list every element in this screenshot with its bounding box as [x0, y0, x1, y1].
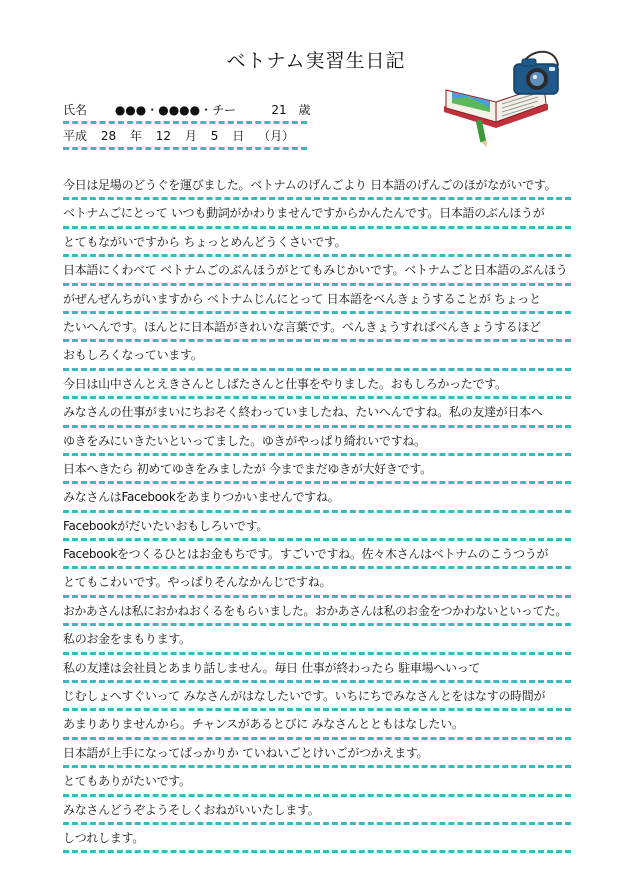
- diary-body: [63, 173, 571, 854]
- diary-line: じむしょへすぐいって みなさんがはなしたいです。いちにちでみなさんとをはなすの時間が: [63, 684, 571, 712]
- diary-line: 今日は山中さんとえきさんとしばたさんと仕事をやりました。おもしろかったです。: [63, 372, 571, 400]
- diary-line: 日本へきたら 初めてゆきをみましたが 今までまだゆきが大好きです。: [63, 457, 571, 485]
- diary-line: Facebookがだいたいおもしろいです。: [63, 514, 571, 542]
- date-weekday: （月）: [258, 129, 295, 143]
- age-value: 21: [271, 103, 287, 117]
- age-unit: 歳: [298, 103, 311, 117]
- page-title: ベトナム実習生日記: [226, 50, 406, 72]
- diary-line: がぜんぜんちがいますから ベトナムじんにとって 日本語をべんきょうすることが ちょっと: [63, 287, 571, 315]
- diary-line: とてもこわいです。やっぱりそんなかんじですね。: [63, 570, 571, 598]
- diary-line: 日本語にくわべて ベトナムごのぶんほうがとてもみじかいです。ベトナムごと日本語のぶんほう: [63, 258, 571, 286]
- diary-line: 私の友達は会社員とあまり話しません。毎日 仕事が終わったら 駐車場へいって: [63, 656, 571, 684]
- diary-line: しつれします。: [63, 826, 571, 854]
- name-row: [63, 100, 311, 124]
- diary-line: とてもありがたいです。: [63, 769, 571, 797]
- diary-line: ベトナムごにとって いつも動詞がかわりませんですからかんたんです。日本語のぶんほうが: [63, 201, 571, 229]
- diary-line: とてもながいですから ちょっとめんどうくさいです。: [63, 230, 571, 258]
- date-day-unit: 日: [232, 129, 245, 143]
- dashed-underline: [63, 121, 307, 124]
- diary-line: おもしろくなっています。: [63, 343, 571, 371]
- diary-line: おかあさんは私におかねおくるをもらいました。おかあさんは私のお金をつかわないといってた。: [63, 599, 571, 627]
- diary-line: みなさんの仕事がまいにちおそく終わっていましたね、たいへんですね。私の友達が日本へ: [63, 400, 571, 428]
- date-month: 12: [155, 129, 172, 143]
- diary-line: みなさんはFacebookをあまりつかいませんですね。: [63, 485, 571, 513]
- date-row: [63, 126, 307, 150]
- diary-line: あまりありませんから。チャンスがあるとびに みなさんとともはなしたい。: [63, 712, 571, 740]
- diary-line: 私のお金をまもります。: [63, 627, 571, 655]
- date-era: 平成: [63, 129, 88, 143]
- date-year-unit: 年: [129, 129, 142, 143]
- open-book-and-camera-icon: [438, 44, 568, 150]
- diary-line: たいへんです。ほんとに日本語がきれいな言葉です。べんきょうすればべんきょうするほど: [63, 315, 571, 343]
- date-year: 28: [100, 129, 117, 143]
- diary-line: 日本語が上手になってばっかりか ていねいごとけいごがつかえます。: [63, 741, 571, 769]
- date-day: 5: [210, 129, 219, 143]
- diary-line: ゆきをみにいきたいといってました。ゆきがやっぱり綺れいですね。: [63, 429, 571, 457]
- name-label: 氏名: [63, 103, 88, 117]
- dashed-underline: [63, 147, 307, 150]
- diary-line: 今日は足場のどうぐを運びました。ベトナムのげんごより 日本語のげんごのほがながいです。: [63, 173, 571, 201]
- diary-line: Facebookをつくるひとはお金もちです。すごいですね。佐々木さんはベトナムのこうつうが: [63, 542, 571, 570]
- name-value: ●●●・●●●●・チー: [114, 103, 237, 117]
- date-month-unit: 月: [184, 129, 197, 143]
- diary-line: みなさんどうぞようそしくおねがいいたします。: [63, 798, 571, 826]
